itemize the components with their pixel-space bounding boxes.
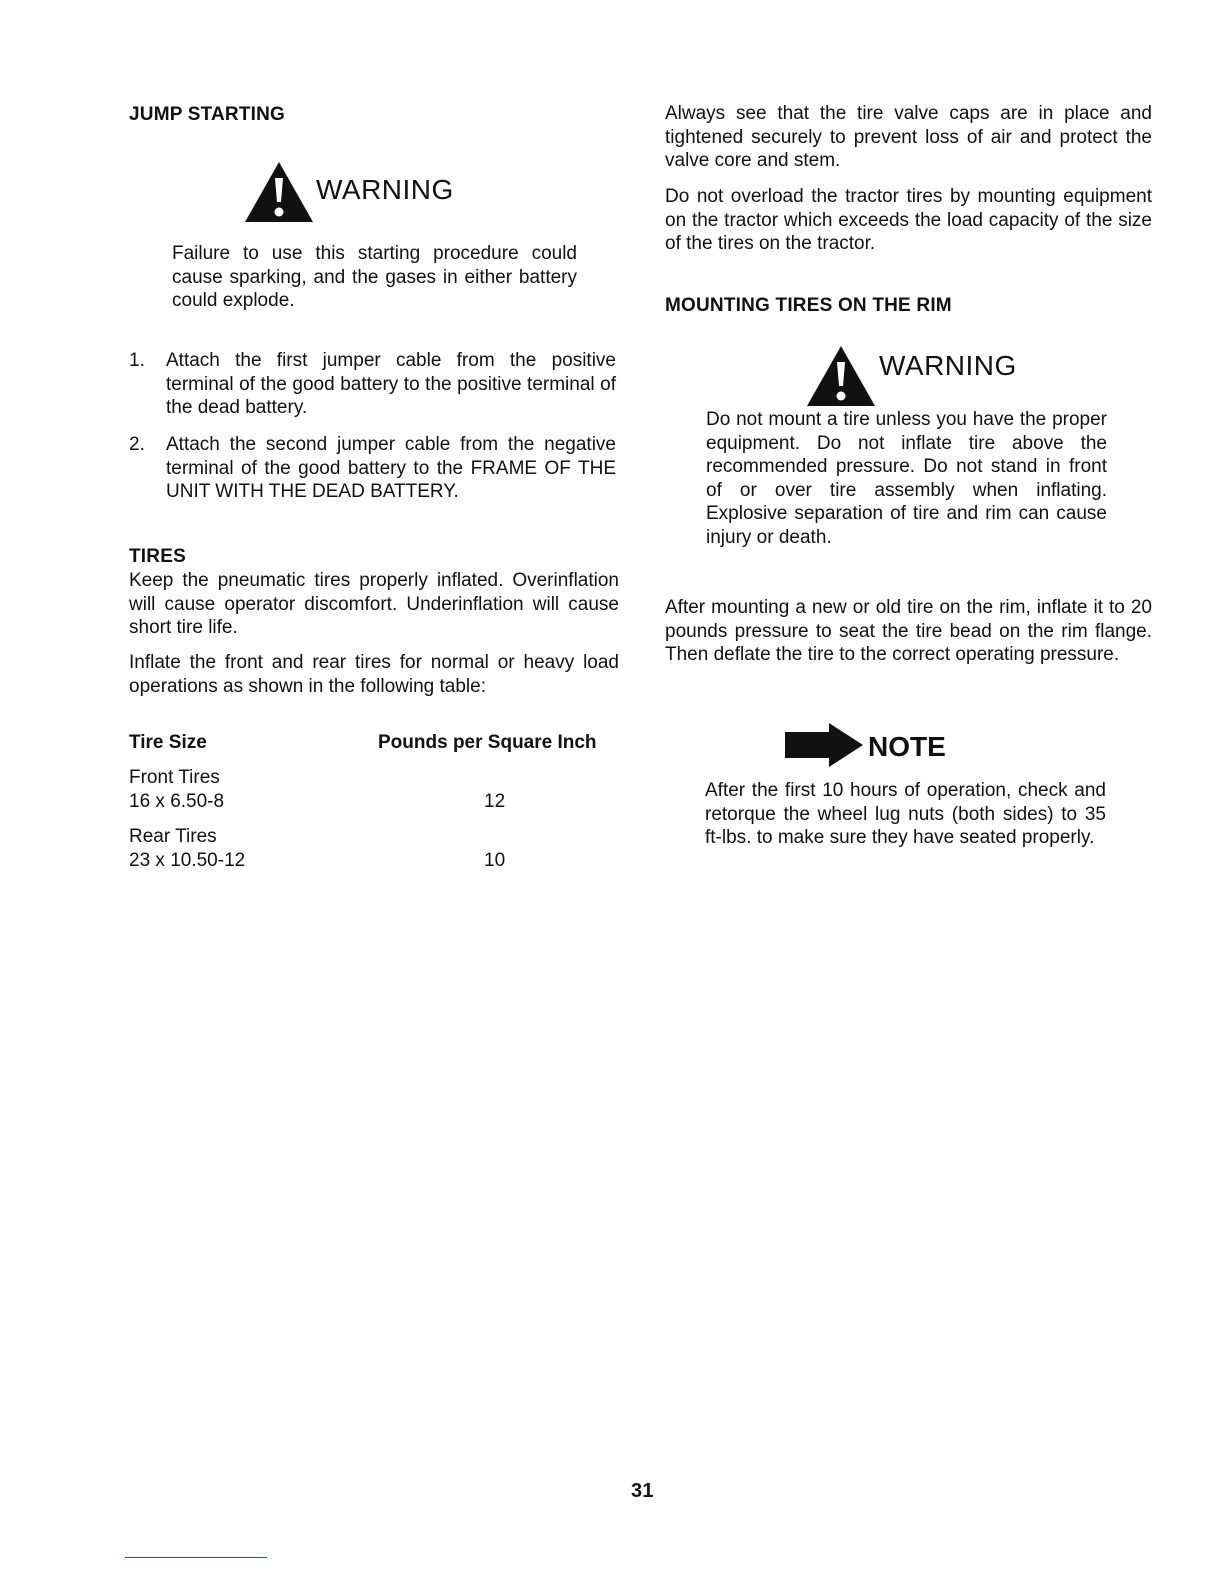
warning-title: WARNING: [879, 350, 1017, 381]
table-cell-size: 23 x 10.50-12: [129, 850, 246, 871]
table-header-psi: Pounds per Square Inch: [378, 732, 597, 753]
jump-starting-heading: JUMP STARTING: [129, 104, 286, 125]
valve-caps-paragraph: Always see that the tire valve caps are in place and tightened securely to prevent loss of air and protect the valve core and stem.: [665, 103, 1152, 171]
list-item: 2. Attach the second jumper cable from the negative terminal of the good battery to the FRAME OF THE UNIT WITH THE DEAD BATTERY.: [129, 434, 616, 502]
table-cell-psi: 12: [484, 791, 506, 812]
list-item: 1. Attach the first jumper cable from the positive terminal of the good battery to the positive terminal of the dead battery.: [129, 350, 616, 418]
table-group-label: Front Tires: [129, 767, 220, 788]
table-cell-psi: 10: [484, 850, 506, 871]
table-header-tire-size: Tire Size: [129, 732, 207, 753]
warning-title: WARNING: [316, 174, 454, 205]
page-number: 31: [631, 1480, 654, 1502]
table-group-label: Rear Tires: [129, 826, 217, 847]
tires-paragraph: Keep the pneumatic tires properly inflated. Overinflation will cause operator discomfort. Underinflation will cause short tire life.: [129, 570, 619, 638]
inflate-paragraph: After mounting a new or old tire on the rim, inflate it to 20 pounds pressure to seat the tire bead on the rim flange. Then deflate the tire to the correct operating pressure.: [665, 597, 1152, 665]
note-title: NOTE: [868, 731, 946, 762]
overload-paragraph: Do not overload the tractor tires by mounting equipment on the tractor which exceeds the load capacity of the size of the tires on the tractor.: [665, 186, 1152, 254]
table-cell-size: 16 x 6.50-8: [129, 791, 225, 812]
warning-triangle-icon: [243, 160, 315, 224]
arrow-right-icon: [783, 722, 865, 768]
note-text: After the first 10 hours of operation, check and retorque the wheel lug nuts (both sides) to 35 ft-lbs. to make sure they have seated properly.: [705, 780, 1106, 848]
tires-heading: TIRES: [129, 546, 186, 567]
mounting-tires-heading: MOUNTING TIRES ON THE RIM: [665, 295, 952, 316]
footer-rule: [125, 1557, 267, 1558]
warning-text: Do not mount a tire unless you have the proper equipment. Do not inflate tire above the recommended pressure. Do not stand in front of or over tire assembly when inflating. Explosive separation of tire and rim can cause injury or death.: [706, 409, 1107, 548]
tires-paragraph: Inflate the front and rear tires for normal or heavy load operations as shown in the following table:: [129, 652, 619, 697]
warning-text: Failure to use this starting procedure could cause sparking, and the gases in either battery could explode.: [172, 243, 577, 311]
warning-triangle-icon: [805, 344, 877, 408]
